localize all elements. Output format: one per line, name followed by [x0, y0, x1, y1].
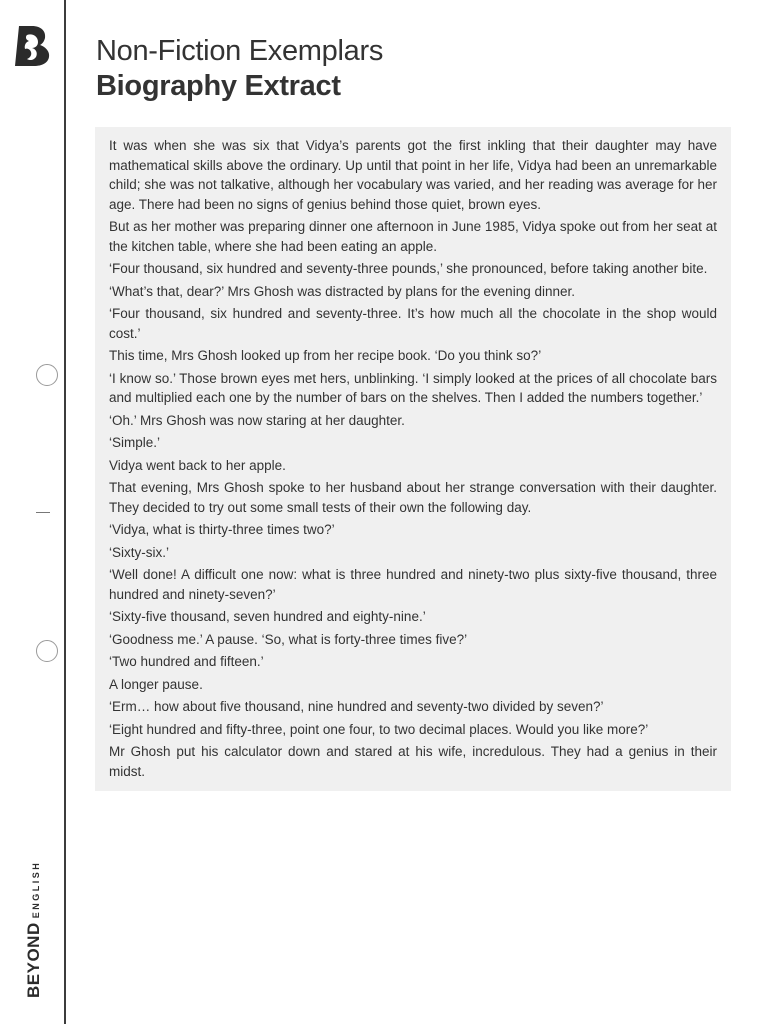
extract-paragraph: ‘Simple.’ [109, 435, 161, 450]
extract-paragraph: Mr Ghosh put his calculator down and stared at his wife, incredulous. They had a genius in their midst. [109, 744, 717, 779]
extract-paragraph: But as her mother was preparing dinner one afternoon in June 1985, Vidya spoke out from her seat at the kitchen table, where she had been eating an apple. [109, 219, 717, 254]
extract-paragraph: ‘Four thousand, six hundred and seventy-three pounds,’ she pronounced, before taking another bite. [109, 261, 708, 276]
extract-paragraph: ‘Four thousand, six hundred and seventy-three. It’s how much all the chocolate in the shop would cost.’ [109, 306, 717, 341]
extract-paragraph: ‘Eight hundred and fifty-three, point one four, to two decimal places. Would you like more?’ [109, 721, 649, 737]
binder-hole-bottom [36, 640, 58, 662]
extract-text-box [95, 127, 731, 791]
brand-name: BEYOND [24, 922, 43, 998]
extract-paragraph: ‘Sixty-five thousand, seven hundred and eighty-nine.’ [109, 609, 426, 624]
beyond-b-logo-icon [15, 24, 51, 66]
extract-paragraph: A longer pause. [109, 676, 203, 692]
extract-paragraph: This time, Mrs Ghosh looked up from her recipe book. ‘Do you think so?’ [109, 348, 542, 363]
extract-paragraph: ‘Sixty-six.’ [109, 544, 169, 560]
page-subtitle: Biography Extract [96, 70, 341, 102]
left-margin-sidebar [0, 0, 66, 1024]
extract-paragraph: ‘Well done! A difficult one now: what is three hundred and ninety-two plus sixty-five thousand, three hundred and ninety-seven?’ [109, 567, 717, 602]
extract-paragraph: That evening, Mrs Ghosh spoke to her husband about her strange conversation with their daughter. They decided to try out some small tests of their own the following day. [109, 480, 717, 515]
binder-hole-top [36, 364, 58, 386]
extract-paragraph: ‘Goodness me.’ A pause. ‘So, what is forty-three times five?’ [109, 631, 468, 647]
extract-paragraph: ‘Oh.’ Mrs Ghosh was now staring at her daughter. [109, 412, 405, 428]
page-title: Non-Fiction Exemplars [96, 35, 384, 67]
extract-paragraph: ‘What’s that, dear?’ Mrs Ghosh was distracted by plans for the evening dinner. [109, 283, 575, 299]
extract-paragraph: It was when she was six that Vidya’s parents got the first inkling that their daughter may have mathematical skills above the ordinary. Up until that point in her life, Vidya had been an unremarkable child; she was not talkative, although her vocabulary was varied, and her reading was average for her age. There had been no signs of genius behind those quiet, brown eyes. [109, 138, 717, 212]
extract-paragraph: ‘Erm… how about five thousand, nine hundred and seventy-two divided by seven?’ [109, 699, 604, 714]
brand-subname: ENGLISH [31, 860, 41, 919]
extract-paragraph: Vidya went back to her apple. [109, 457, 286, 473]
extract-paragraph: ‘I know so.’ Those brown eyes met hers, unblinking. ‘I simply looked at the prices of all chocolate bars and multiplied each one by the number of bars on the shelves. Then I added the numbers together.’ [109, 370, 717, 405]
extract-paragraph: ‘Two hundred and fifteen.’ [109, 654, 264, 669]
fold-mark [36, 512, 50, 513]
extract-paragraph: ‘Vidya, what is thirty-three times two?’ [109, 522, 335, 537]
brand-wordmark [24, 861, 44, 998]
